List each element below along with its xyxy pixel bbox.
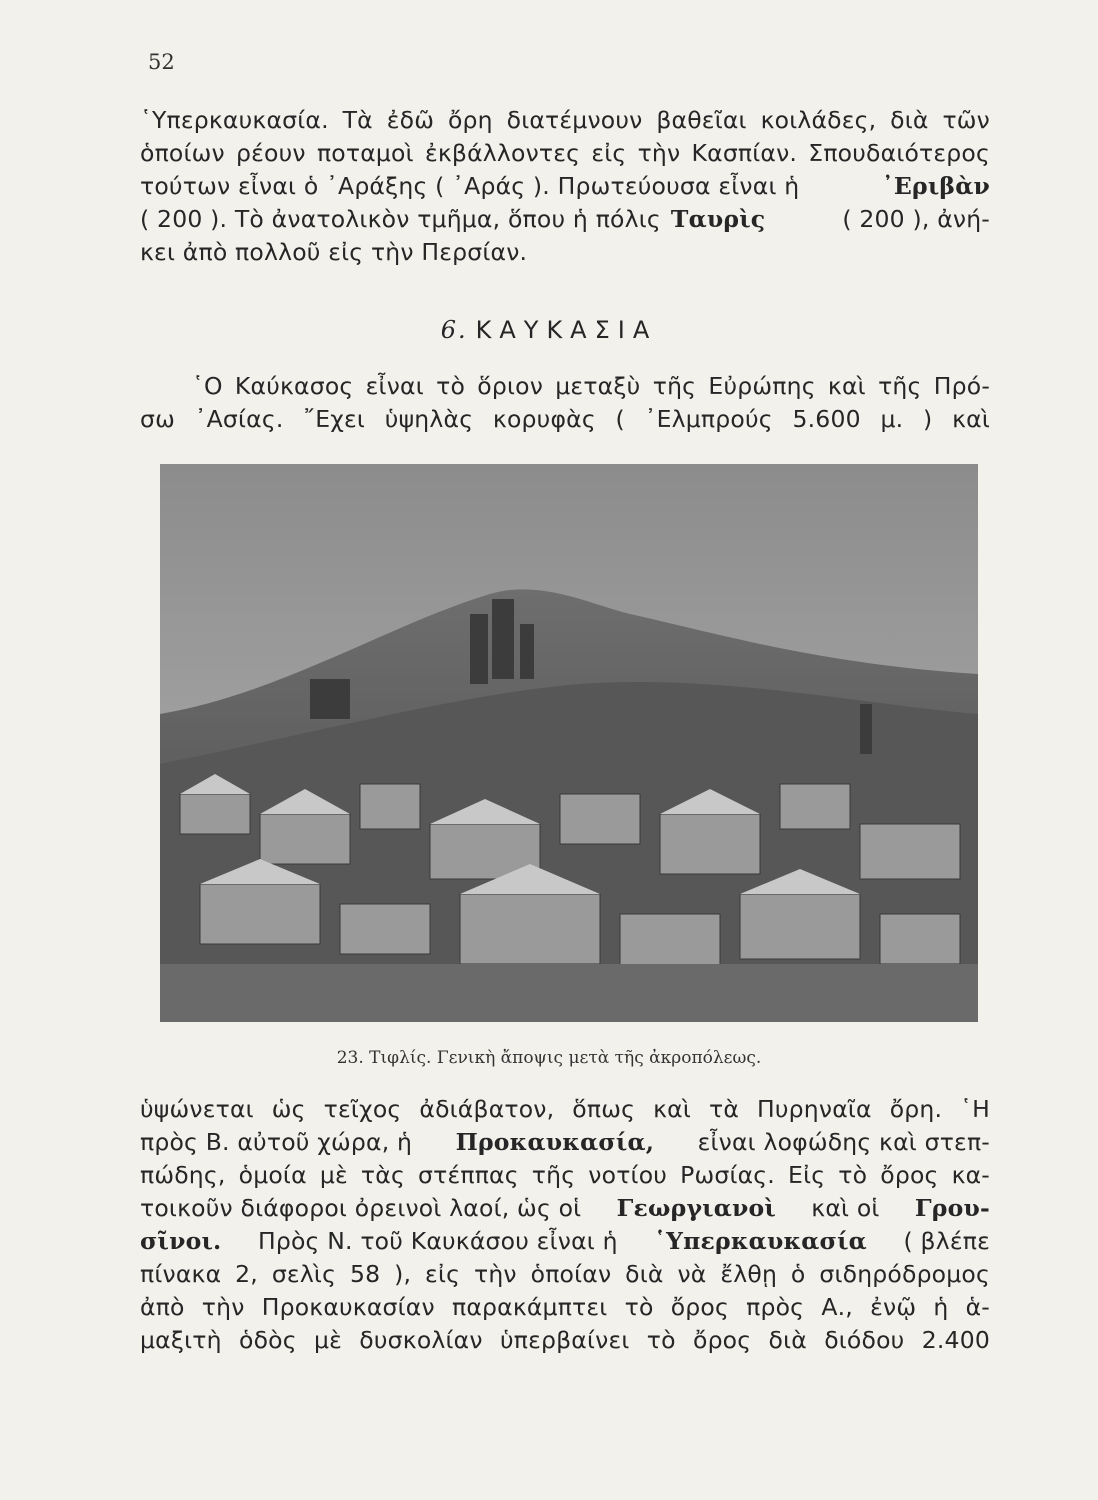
- text-segment: πρὸς Β. αὐτοῦ χώρα, ἡ: [140, 1128, 413, 1156]
- text-line: πίνακα 2, σελὶς 58 ), εἰς τὴν ὁποίαν διὰ νὰ ἔλθῃ ὁ σιδηρόδρομος: [140, 1260, 990, 1288]
- section-number: 6.: [440, 316, 468, 344]
- section-paragraph: [140, 370, 990, 436]
- term-ypercaucasia: ῾Υπερκαυκασία: [654, 1227, 867, 1255]
- page-number: 52: [148, 50, 175, 74]
- text-line: σω ᾿Ασίας. ῎Εχει ὑψηλὰς κορυφὰς ( ᾿Ελμπρούς 5.600 μ. ) καὶ: [140, 405, 990, 433]
- term-grousinoi-end: σῖνοι.: [140, 1227, 222, 1255]
- text-line: [140, 1192, 990, 1225]
- term-prokavkasia: Προκαυκασία,: [455, 1128, 655, 1156]
- text-segment: τοικοῦν διάφοροι ὀρεινοὶ λαοί, ὡς οἱ: [140, 1194, 582, 1222]
- text-line: κει ἀπὸ πολλοῦ εἰς τὴν Περσίαν.: [140, 238, 528, 266]
- term-georgians: Γεωργιανοὶ: [616, 1194, 776, 1222]
- section-title: ΚΑΥΚΑΣΙΑ: [475, 316, 658, 344]
- text-line: μαξιτὴ ὁδὸς μὲ δυσκολίαν ὑπερβαίνει τὸ ὄρος διὰ διόδου 2.400: [140, 1326, 990, 1354]
- text-line: ῾Ο Καύκασος εἶναι τὸ ὅριον μεταξὺ τῆς Εὐρώπης καὶ τῆς Πρό-: [192, 372, 990, 400]
- text-line: ὑψώνεται ὡς τεῖχος ἀδιάβατον, ὅπως καὶ τὰ Πυρηναῖα ὄρη. ῾Η: [140, 1095, 990, 1123]
- place-name-tavris: Ταυρὶς: [670, 205, 766, 233]
- text-segment: ( βλέπε: [903, 1227, 990, 1255]
- place-name-erivan: ᾿Εριβὰν: [881, 172, 990, 200]
- text-segment: τούτων εἶναι ὁ ᾿Αράξης ( ᾿Αράς ). Πρωτεύουσα εἶναι ἡ: [140, 172, 800, 200]
- text-line: [140, 170, 990, 203]
- text-line: [140, 1126, 990, 1159]
- body-paragraph: [140, 1093, 990, 1357]
- photo-caption: 23. Τιφλίς. Γενικὴ ἄποψις μετὰ τῆς ἀκροπόλεως.: [336, 1048, 762, 1068]
- photo-illustration: [160, 464, 978, 1022]
- text-line: [140, 203, 990, 236]
- text-segment: ( 200 ), ἀνή-: [842, 205, 990, 233]
- text-segment: Πρὸς Ν. τοῦ Καυκάσου εἶναι ἡ: [257, 1227, 618, 1255]
- text-line: πώδης, ὁμοία μὲ τὰς στέππας τῆς νοτίου Ρωσίας. Εἰς τὸ ὄρος κα-: [140, 1161, 990, 1189]
- text-segment: ( 200 ). Τὸ ἀνατολικὸν τμῆμα, ὅπου ἡ πόλις: [140, 205, 661, 233]
- term-grousinoi: Γρου-: [914, 1194, 990, 1222]
- text-line: ὁποίων ρέουν ποταμοὶ ἐκβάλλοντες εἰς τὴν Κασπίαν. Σπουδαιότερος: [140, 139, 990, 167]
- text-line: ῾Υπερκαυκασία. Τὰ ἐδῶ ὄρη διατέμνουν βαθεῖαι κοιλάδες, διὰ τῶν: [140, 106, 990, 134]
- text-segment: καὶ οἱ: [811, 1194, 880, 1222]
- section-heading: [0, 316, 1098, 344]
- text-line: ἀπὸ τὴν Προκαυκασίαν παρακάμπτει τὸ ὄρος πρὸς Α., ἐνῷ ἡ ἁ-: [140, 1293, 990, 1321]
- text-segment: εἶναι λοφώδης καὶ στεπ-: [697, 1128, 990, 1156]
- intro-paragraph: [140, 104, 990, 269]
- tiflis-photograph: [160, 464, 978, 1022]
- text-line: [140, 1225, 990, 1258]
